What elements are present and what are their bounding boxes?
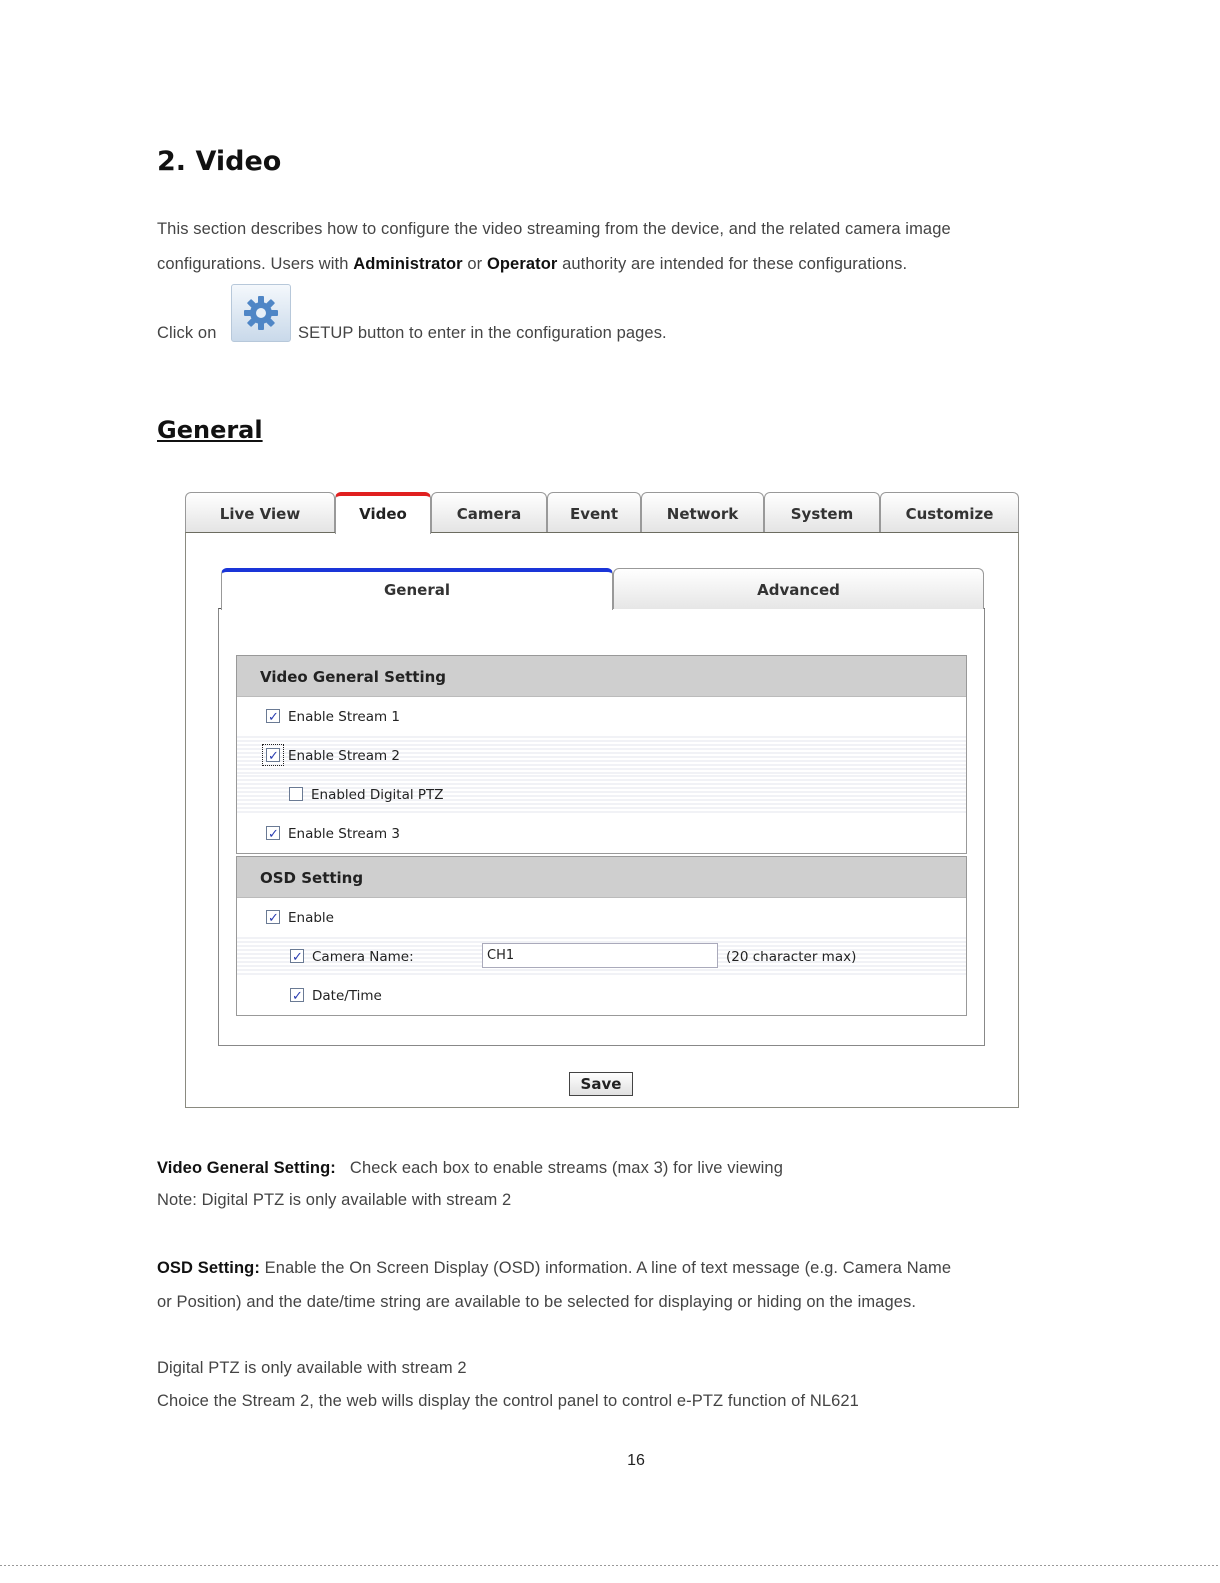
- video-general-setting-box: [236, 655, 967, 854]
- osd-enable-row: [237, 898, 966, 937]
- setup-instruction: SETUP button to enter in the configuration pages.: [298, 324, 667, 342]
- camera-name-label: Camera Name:: [312, 949, 414, 965]
- intro-line-2: [157, 255, 907, 274]
- tab-camera[interactable]: Camera: [431, 492, 547, 532]
- ptz-note-line-1: Digital PTZ is only available with stream 2: [157, 1359, 467, 1377]
- tab-live-view[interactable]: Live View: [185, 492, 335, 532]
- vgs-note: Note: Digital PTZ is only available with stream 2: [157, 1191, 512, 1209]
- intro-text: authority are intended for these configurations.: [557, 255, 908, 273]
- osd-note-line-2: or Position) and the date/time string are available to be selected for displaying or hiding on the images.: [157, 1293, 917, 1311]
- camera-name-hint: (20 character max): [726, 949, 857, 965]
- subtab-advanced[interactable]: Advanced: [613, 568, 984, 609]
- bottom-rule: [0, 1565, 1220, 1566]
- click-on-text: Click on: [157, 324, 217, 342]
- vgs-text: Check each box to enable streams (max 3) for live viewing: [349, 1159, 783, 1177]
- intro-text: configurations. Users with: [157, 255, 354, 273]
- enable-stream-3-checkbox[interactable]: [266, 826, 280, 840]
- vgs-label: Video General Setting:: [157, 1159, 336, 1177]
- datetime-label: Date/Time: [312, 988, 382, 1004]
- enable-stream-2-checkbox[interactable]: [266, 748, 280, 762]
- intro-text: or: [462, 255, 487, 273]
- vgs-note-line: [157, 1159, 783, 1178]
- tab-event[interactable]: Event: [547, 492, 641, 532]
- enabled-digital-ptz-checkbox[interactable]: [289, 787, 303, 801]
- stream2-row: [237, 736, 966, 775]
- administrator-term: Administrator: [353, 255, 463, 273]
- page-number: 16: [627, 1452, 645, 1469]
- camera-name-input[interactable]: CH1: [482, 943, 718, 968]
- enable-stream-1-checkbox[interactable]: [266, 709, 280, 723]
- video-settings-screenshot: [185, 490, 1019, 1107]
- tab-customize[interactable]: Customize: [880, 492, 1019, 532]
- gear-icon: [241, 293, 281, 333]
- tab-network[interactable]: Network: [641, 492, 764, 532]
- operator-term: Operator: [486, 255, 558, 273]
- enable-stream-3-label: Enable Stream 3: [288, 826, 401, 842]
- digital-ptz-row: [237, 775, 966, 814]
- osd-setting-box: [236, 856, 967, 1016]
- enable-stream-1-label: Enable Stream 1: [288, 709, 401, 725]
- osd-enable-checkbox[interactable]: [266, 910, 280, 924]
- enable-stream-2-label: Enable Stream 2: [288, 748, 401, 764]
- osd-enable-label: Enable: [288, 910, 334, 926]
- datetime-row: [237, 976, 966, 1015]
- save-button[interactable]: Save: [569, 1072, 633, 1096]
- osd-note-line-1: [157, 1259, 951, 1278]
- datetime-checkbox[interactable]: [290, 988, 304, 1002]
- video-general-setting-title: Video General Setting: [237, 656, 966, 697]
- subtab-general[interactable]: General: [221, 568, 613, 610]
- section-title: 2. Video: [157, 146, 282, 177]
- stream3-row: [237, 814, 966, 853]
- ptz-note-line-2: Choice the Stream 2, the web wills display the control panel to control e-PTZ function of NL621: [157, 1392, 859, 1410]
- camera-name-row: [237, 937, 966, 976]
- tab-system[interactable]: System: [764, 492, 880, 532]
- osd-text: Enable the On Screen Display (OSD) information. A line of text message (e.g. Camera Name: [264, 1259, 952, 1277]
- stream1-row: [237, 697, 966, 736]
- general-heading: General: [157, 416, 263, 444]
- enabled-digital-ptz-label: Enabled Digital PTZ: [311, 787, 444, 803]
- intro-line-1: This section describes how to configure the video streaming from the device, and the related camera image: [157, 220, 951, 238]
- tab-video[interactable]: Video: [335, 492, 431, 534]
- setup-button: [231, 284, 291, 342]
- camera-name-checkbox[interactable]: [290, 949, 304, 963]
- osd-setting-title: OSD Setting: [237, 857, 966, 898]
- osd-label: OSD Setting:: [157, 1259, 260, 1277]
